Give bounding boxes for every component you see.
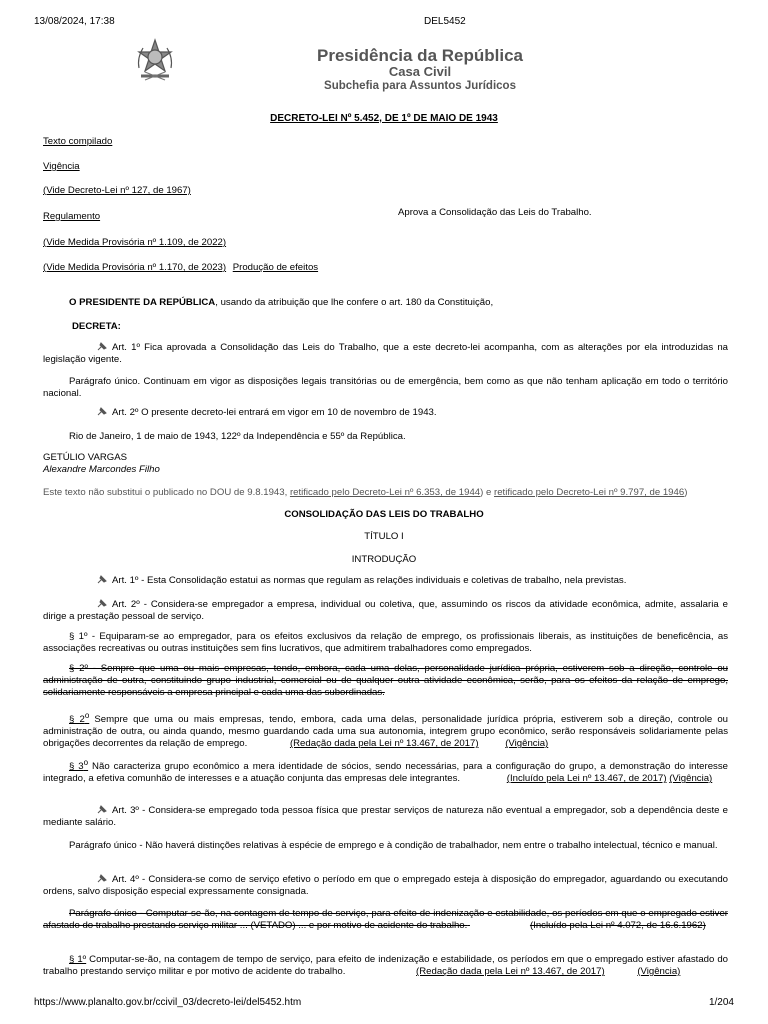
brasao-emblem-icon [133,38,177,82]
signature-presidente: GETÚLIO VARGAS [43,452,128,463]
clt-art4-p1-text: Computar-se-ão, na contagem de tempo de serviço, para efeito de indenização e estabilidade, os períodos em que o empregado estiver afastado do trabalho prestando serviço militar e por motivo de acidente do trabalho. [43,954,728,977]
p3-marker-link[interactable] [69,758,89,773]
p2-marker-link[interactable] [69,711,90,726]
nota-fim: ) [684,487,688,498]
incluido-4072-link[interactable]: (Incluído pela Lei nº 4.072, de 16.6.1962) [529,919,706,931]
vide-mp-1170-link[interactable]: (Vide Medida Provisória nº 1.170, de 2023) [43,262,227,273]
pin-icon[interactable] [97,575,108,584]
clt-art3-pu [43,840,728,852]
art4-p1-marker[interactable]: § 1º [69,954,87,965]
clt-art4-p1 [43,954,728,978]
pin-icon[interactable] [97,342,108,351]
clt-art2-p3-text: Não caracteriza grupo econômico a mera identidade de sócios, sendo necessárias, para a configuração do grupo, a demonstração do interesse integrado, a efetiva comunhão de interesses e a atuação conjunta das empresas dele integrantes. [43,761,728,785]
p3-marker: § 3 [69,761,84,773]
clt-title: CONSOLIDAÇÃO DAS LEIS DO TRABALHO [284,509,484,520]
preambulo [69,297,729,309]
vide-mp-1109-link[interactable]: (Vide Medida Provisória nº 1.109, de 2022) [43,237,227,248]
producao-efeitos-link[interactable]: Produção de efeitos [232,262,319,273]
clt-art4-pu-revogado-text: Parágrafo único - Computar-se-ão, na contagem de tempo de serviço, para efeito de indenização e estabilidade, os períodos em que o empregado estiver afastado do trabalho prestando serviço militar ... (VETADO) ... e por motivo de acidente do trabalho. [43,908,728,931]
clt-art2-p2-text: Sempre que uma ou mais empresas, tendo, embora, cada uma delas, personalidade jurídica própria, estiverem sob a direção, controle ou administração de outra, ou ainda quando, mesmo guardando cada uma sua autonomia, integrem grupo econômico, serão responsáveis solidariamente pelas obrigações decorrentes da relação de emprego. [43,714,728,750]
clt-art4-pu-revogado [43,908,728,932]
art1-paragraph [43,342,728,366]
art2-paragraph [43,407,728,419]
clt-art4 [43,874,728,898]
redacao-13467-link[interactable]: (Redação dada pela Lei nº 13.467, de 2017) [416,965,605,977]
pin-icon[interactable] [97,599,108,608]
vigencia-link[interactable]: (Vigência) [669,773,713,785]
clt-art3-text: Art. 3º - Considera-se empregado toda pessoa física que prestar serviços de natureza não eventual a empregador, sob a dependência deste e mediante salário. [43,805,728,828]
art1-text: Art. 1º Fica aprovada a Consolidação das Leis do Trabalho, que a este decreto-lei acompanha, com as alterações por ela introduzidas na legislação vigente. [43,342,728,365]
presidente-label: O PRESIDENTE DA REPÚBLICA [69,297,216,308]
pin-icon[interactable] [97,407,108,416]
introducao-heading: INTRODUÇÃO [351,554,417,565]
pin-icon[interactable] [97,874,108,883]
print-doc-code: DEL5452 [424,16,466,27]
clt-art1 [43,575,728,587]
clt-art4-text: Art. 4º - Considera-se como de serviço efetivo o período em que o empregado esteja à disposição do empregador, aguardando ou executando ordens, salvo disposição especial expressamente consignada. [43,874,728,897]
texto-compilado-link[interactable]: Texto compilado [43,136,113,147]
page-number: 1/204 [708,997,734,1008]
p3-marker-sup: o [83,758,89,767]
vigencia-link[interactable]: (Vigência) [505,738,549,750]
clt-art2-p2 [43,711,728,750]
clt-art2-text: Art. 2º - Considera-se empregador a empresa, individual ou coletiva, que, assumindo os riscos da atividade econômica, admite, assalaria e dirige a prestação pessoal de serviço. [43,599,728,622]
print-date: 13/08/2024, 17:38 [34,16,115,27]
masthead-subtitle: Casa Civil [388,64,452,79]
p2-marker: § 2 [69,714,85,726]
clt-art3-pu-text: Parágrafo único - Não haverá distinções relativas à espécie de emprego e à condição de trabalhador, nem entre o trabalho intelectual, técnico e manual. [69,840,718,851]
local-data: Rio de Janeiro, 1 de maio de 1943, 122º da Independência e 55º da República. [69,431,406,442]
masthead [300,46,540,93]
titulo-i: TÍTULO I [364,531,404,542]
retificado-6353-link[interactable]: retificado pelo Decreto-Lei nº 6.353, de 1944 [289,487,481,498]
masthead-subchefia: Subchefia para Assuntos Jurídicos [324,80,516,92]
signature-ministro: Alexandre Marcondes Filho [43,464,160,475]
vigencia-link[interactable]: (Vigência) [637,965,681,977]
paragrafo-unico [43,376,728,400]
clt-art1-text: Art. 1º - Esta Consolidação estatui as normas que regulam as relações individuais e coletivas de trabalho, nela previstas. [112,575,627,586]
clt-art2-p3 [43,758,728,785]
vide-mp-1170-line [43,262,318,274]
pin-icon[interactable] [97,805,108,814]
clt-art3 [43,805,728,829]
masthead-title: Presidência da República [317,46,523,65]
nota-texto: Este texto não substitui o publicado no DOU de 9.8.1943, [43,487,290,498]
vide-decreto-127-link[interactable]: (Vide Decreto-Lei nº 127, de 1967) [43,185,191,196]
decree-title: DECRETO-LEI Nº 5.452, DE 1º DE MAIO DE 1943 [270,113,498,124]
vigencia-link[interactable]: Vigência [43,161,80,172]
paragrafo-unico-text: Parágrafo único. Continuam em vigor as disposições legais transitórias ou de emergência, bem como as que não tenham aplicação em todo o território nacional. [43,376,728,399]
clt-art2-p2-revogado [43,663,728,699]
regulamento-link[interactable]: Regulamento [43,211,101,222]
p2-marker-sup: o [84,711,90,720]
clt-art2 [43,599,728,623]
preambulo-texto: , usando da atribuição que lhe confere o art. 180 da Constituição, [215,297,494,308]
art2-text: Art. 2º O presente decreto-lei entrará em vigor em 10 de novembro de 1943. [112,407,437,418]
clt-art2-p1 [43,631,728,655]
incluido-13467-link[interactable]: (Incluído pela Lei nº 13.467, de 2017) [506,773,667,785]
retificado-9797-link[interactable]: retificado pelo Decreto-Lei nº 9.797, de 1946 [494,487,685,498]
ementa: Aprova a Consolidação das Leis do Trabalho. [398,207,592,218]
redacao-13467-link[interactable]: (Redação dada pela Lei nº 13.467, de 2017) [289,738,479,750]
nota-meio: ) e [480,487,494,498]
clt-art2-p2-revogado-text: § 2º - Sempre que uma ou mais empresas, tendo, embora, cada uma delas, personalidade jurídica própria, estiverem sob a direção, controle ou administração de outra, constituindo grupo industrial, comercial ou de qualquer outra atividade econômica, serão, para os efeitos da relação de emprego, solidariamente responsáveis a empresa principal e cada uma das subordinadas. [43,663,728,698]
nota-publicacao [43,487,743,499]
decreta-label: DECRETA: [72,321,121,332]
page-url: https://www.planalto.gov.br/ccivil_03/decreto-lei/del5452.htm [34,997,302,1008]
clt-art2-p1-text: § 1º - Equiparam-se ao empregador, para os efeitos exclusivos da relação de emprego, os profissionais liberais, as instituições de beneficência, as associações recreativas ou outras instituições sem fins lucrativos, que admitirem trabalhadores como empregados. [43,631,728,654]
